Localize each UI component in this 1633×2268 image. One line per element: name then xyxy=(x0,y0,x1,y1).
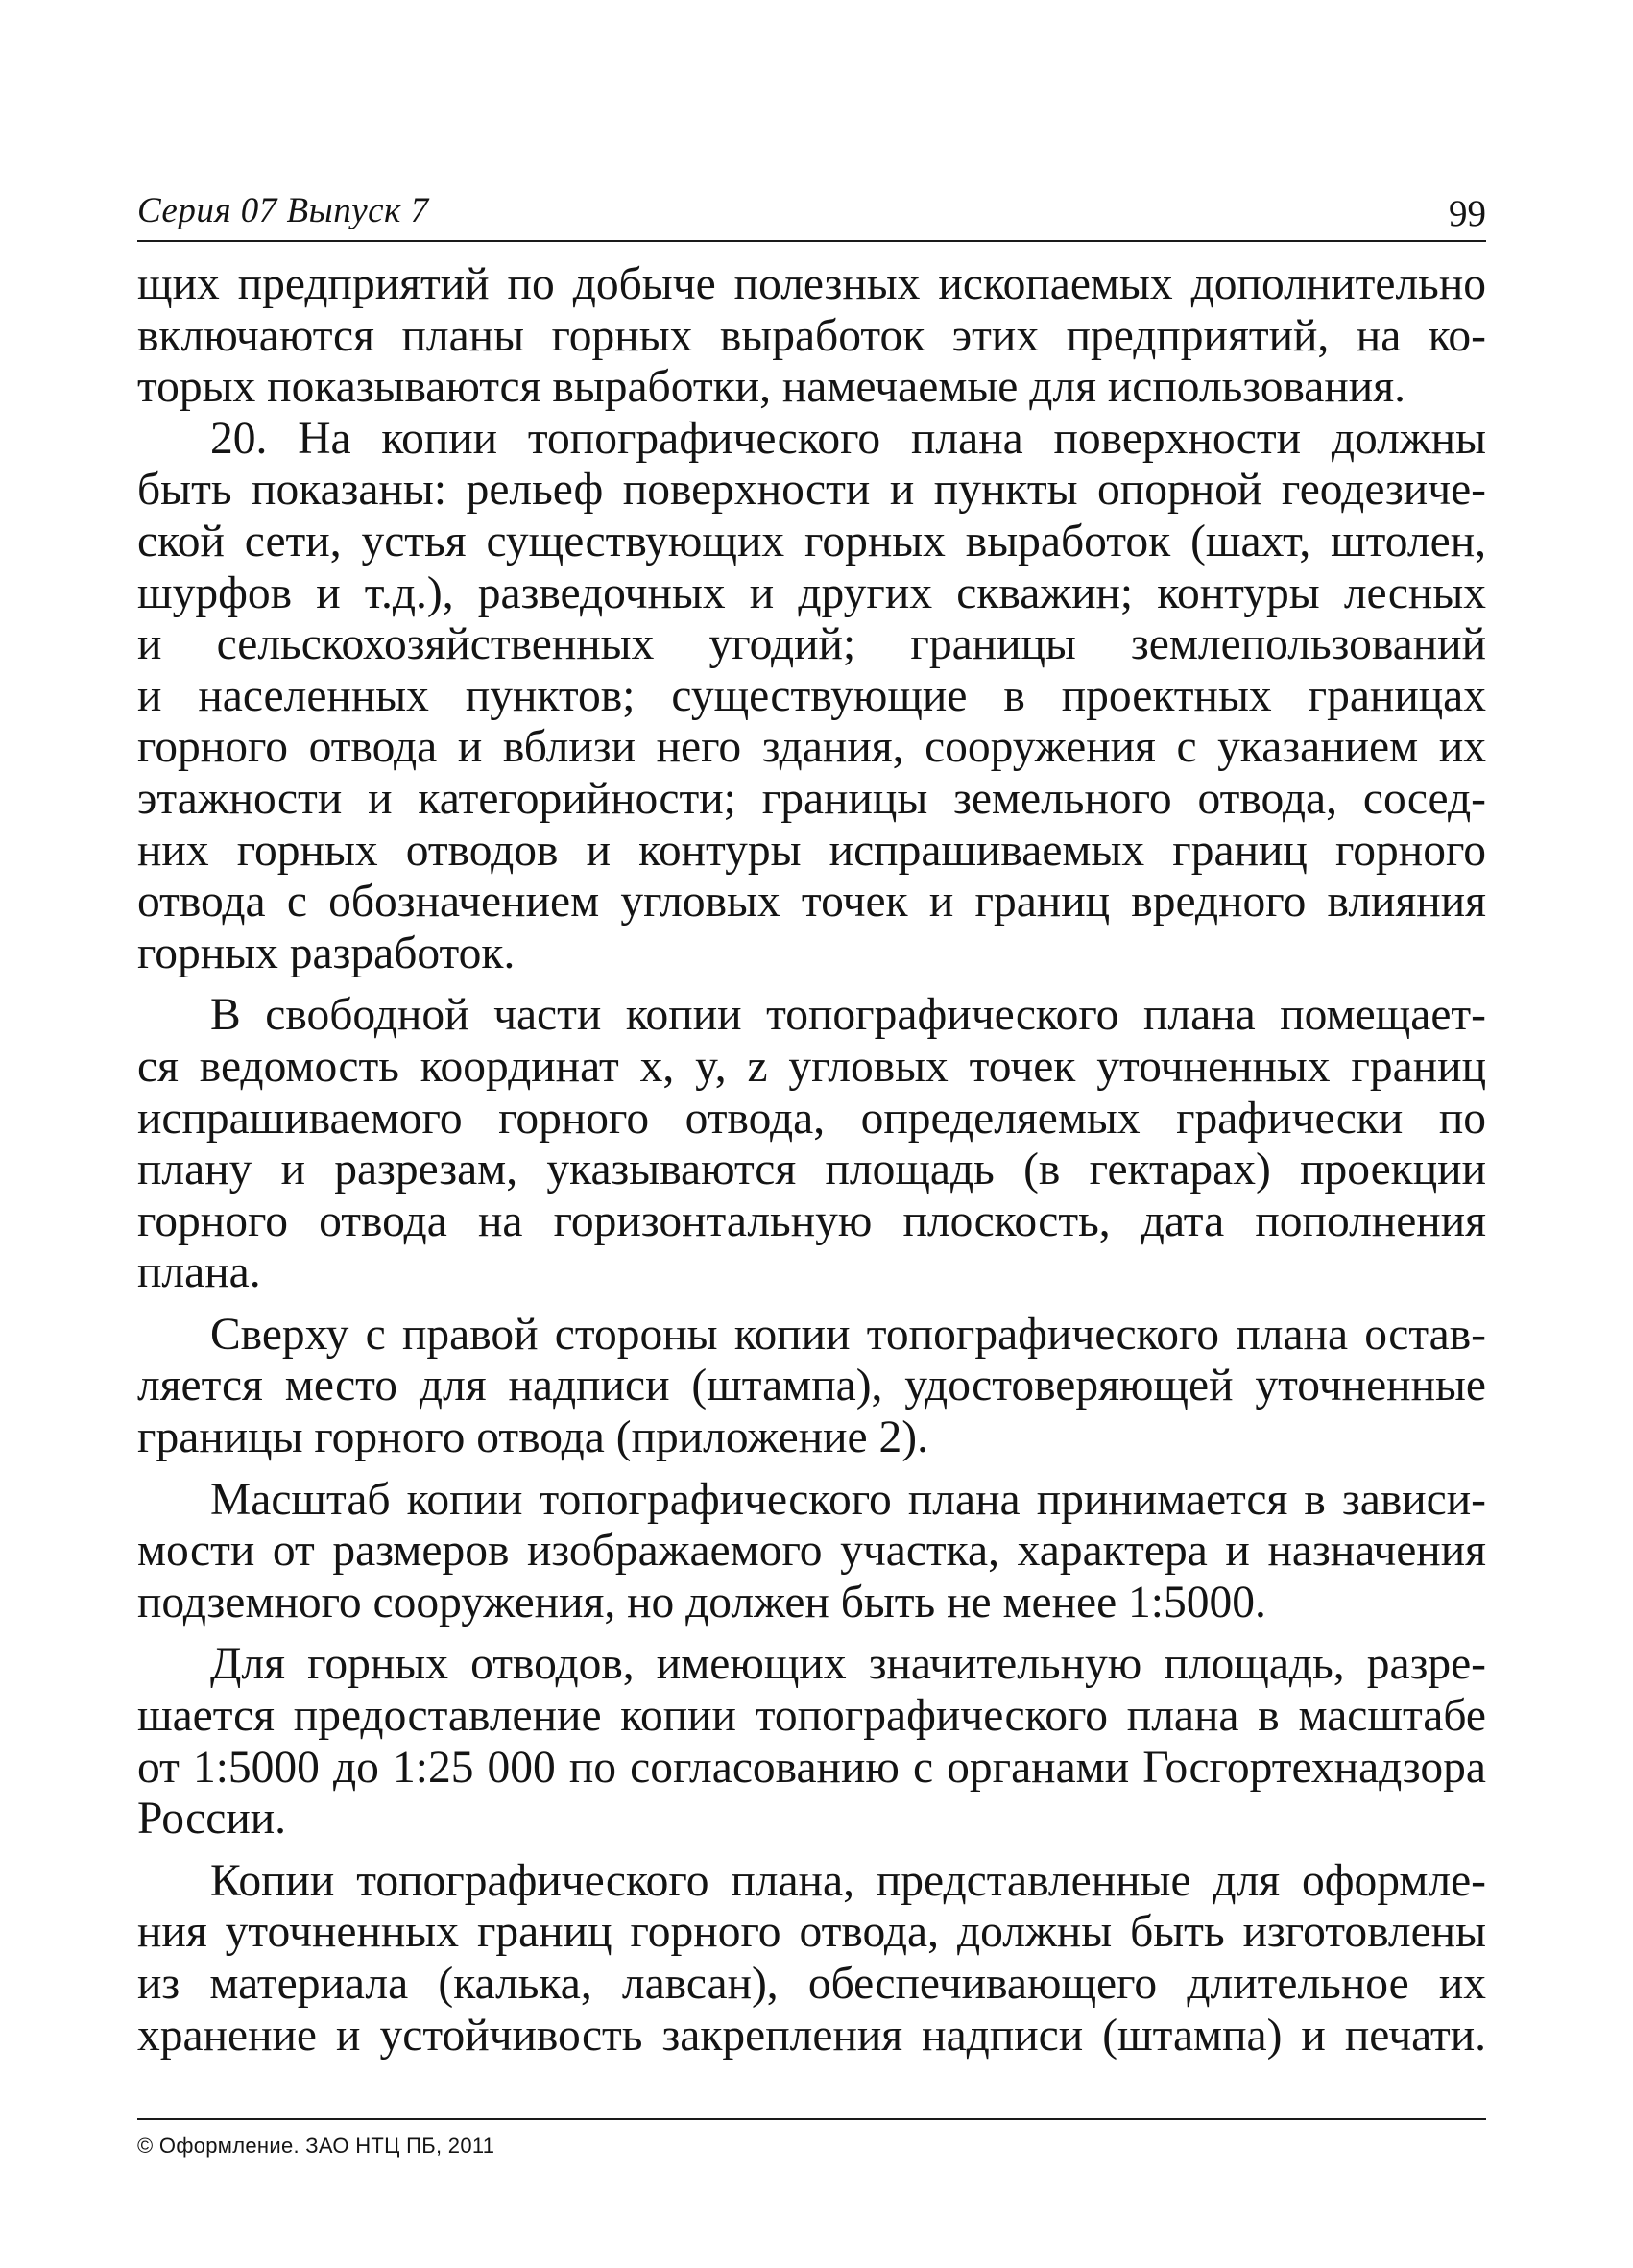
text-line: ляется место для надписи (штампа), удостоверяющей уточненные xyxy=(137,1361,1486,1411)
paragraph-item-20 xyxy=(137,414,1486,980)
text-line: Для горных отводов, имеющих значительную площадь, разре- xyxy=(210,1639,1486,1690)
running-header xyxy=(137,182,1486,240)
footer-rule xyxy=(137,2118,1486,2120)
text-line: ской сети, устья существующих горных выработок (шахт, штолен, xyxy=(137,516,1486,567)
text-line: щих предприятий по добыче полезных ископаемых дополнительно xyxy=(137,259,1486,309)
paragraph xyxy=(137,1310,1486,1464)
text-line: хранение и устойчивость закрепления надписи (штампа) и печати. xyxy=(137,2010,1486,2061)
text-line: границы горного отвода (приложение 2). xyxy=(137,1412,928,1463)
text-line: шурфов и т.д.), разведочных и других скважин; контуры лесных xyxy=(137,567,1486,618)
text-line: отвода с обозначением угловых точек и границ вредного влияния xyxy=(137,877,1486,928)
text-line: ния уточненных границ горного отвода, должны быть изготовлены xyxy=(137,1907,1486,1958)
text-line: из материала (калька, лавсан), обеспечивающего длительное их xyxy=(137,1959,1486,2009)
text-line: 20. На копии топографического плана поверхности должны xyxy=(210,413,1486,464)
text-line: В свободной части копии топографического плана помещает- xyxy=(210,990,1486,1041)
paragraph xyxy=(137,1639,1486,1845)
paragraph xyxy=(137,1475,1486,1629)
text-line: этажности и категорийности; границы земельного отвода, сосед- xyxy=(137,773,1486,824)
text-line: ся ведомость координат x, y, z угловых точек уточненных границ xyxy=(137,1041,1486,1092)
header-rule xyxy=(137,240,1486,242)
paragraph xyxy=(137,1856,1486,2062)
text-line: включаются планы горных выработок этих предприятий, на ко- xyxy=(137,310,1486,361)
page-number: 99 xyxy=(1449,193,1486,234)
text-line: торых показываются выработки, намечаемые для использования. xyxy=(137,362,1405,413)
text-line: от 1:5000 до 1:25 000 по согласованию с органами Госгортехнадзора xyxy=(137,1742,1486,1793)
text-line: подземного сооружения, но должен быть не менее 1:5000. xyxy=(137,1577,1266,1628)
text-line: Масштаб копии топографического плана принимается в зависи- xyxy=(210,1474,1486,1525)
text-line: Копии топографического плана, представленные для оформле- xyxy=(210,1855,1486,1906)
text-line: горного отвода на горизонтальную плоскость, дата пополнения xyxy=(137,1195,1486,1246)
text-line: плана. xyxy=(137,1247,261,1298)
paragraph-continuation xyxy=(137,259,1486,414)
text-line: и сельскохозяйственных угодий; границы землепользований xyxy=(137,619,1486,670)
paragraph xyxy=(137,990,1486,1299)
text-line: шается предоставление копии топографического плана в масштабе xyxy=(137,1691,1486,1742)
text-line: них горных отводов и контуры испрашиваемых границ горного xyxy=(137,825,1486,876)
text-line: горного отвода и вблизи него здания, сооружения с указанием их xyxy=(137,722,1486,773)
body-text xyxy=(137,259,1486,2062)
series-label: Серия 07 Выпуск 7 xyxy=(137,191,429,230)
text-line: и населенных пунктов; существующие в проектных границах xyxy=(137,670,1486,721)
text-line: горных разработок. xyxy=(137,928,516,978)
text-line: плану и разрезам, указываются площадь (в гектарах) проекции xyxy=(137,1145,1486,1195)
copyright-footer: © Оформление. ЗАО НТЦ ПБ, 2011 xyxy=(137,2134,495,2158)
text-line: быть показаны: рельеф поверхности и пункты опорной геодезиче- xyxy=(137,465,1486,516)
text-line: Сверху с правой стороны копии топографического плана остав- xyxy=(210,1309,1486,1360)
text-line: испрашиваемого горного отвода, определяемых графически по xyxy=(137,1093,1486,1144)
text-line: мости от размеров изображаемого участка, характера и назначения xyxy=(137,1526,1486,1577)
text-line: России. xyxy=(137,1794,287,1845)
